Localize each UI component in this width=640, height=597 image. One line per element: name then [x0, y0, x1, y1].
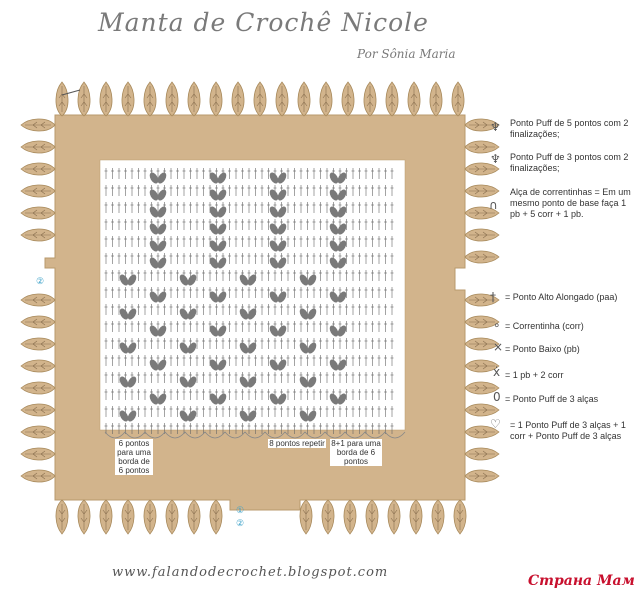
diagram-subtitle: Por Sônia Maria [357, 47, 456, 61]
edge-leaf [254, 82, 266, 116]
edge-leaf [21, 294, 55, 306]
edge-leaf [188, 500, 200, 534]
edge-leaf [166, 82, 178, 116]
edge-leaf [21, 470, 55, 482]
edge-leaf [300, 500, 312, 534]
paa-icon: † [490, 290, 496, 304]
corr-icon: ∘ [493, 318, 501, 332]
puff-3-loops-icon: 0 [493, 390, 501, 404]
edge-leaf [322, 500, 334, 534]
legend-paa: = Ponto Alto Alongado (paa) [505, 292, 618, 302]
edge-leaf [386, 82, 398, 116]
repeat-label-right: 8+1 para uma borda de 6 pontos [331, 439, 381, 466]
edge-leaf [21, 382, 55, 394]
edge-leaf [298, 82, 310, 116]
repeat-label-left: 6 pontos para uma borda de 6 pontos [115, 439, 153, 475]
legend-pb: = Ponto Baixo (pb) [505, 344, 580, 354]
edge-leaf [144, 82, 156, 116]
edge-leaf [276, 82, 288, 116]
edge-leaf [465, 229, 499, 241]
edge-leaf [465, 470, 499, 482]
edge-leaf [188, 82, 200, 116]
edge-leaf [21, 141, 55, 153]
edge-leaf [21, 404, 55, 416]
round-marker-side: ② [36, 276, 45, 286]
edge-leaf [122, 500, 134, 534]
edge-leaf [21, 338, 55, 350]
edge-leaf [452, 82, 464, 116]
edge-leaf [210, 500, 222, 534]
edge-leaf [210, 82, 222, 116]
edge-leaf [166, 500, 178, 534]
edge-leaf [465, 185, 499, 197]
edge-leaf [21, 360, 55, 372]
edge-leaf [122, 82, 134, 116]
puff-3-icon: ♆ [490, 152, 501, 166]
edge-leaf [21, 316, 55, 328]
edge-leaf [465, 251, 499, 263]
pb-icon: × [493, 340, 504, 354]
edge-leaf [78, 82, 90, 116]
edge-leaf [320, 82, 332, 116]
website-url: www.falandodecrochet.blogspot.com [112, 565, 389, 580]
watermark: Страна Мам [528, 573, 635, 589]
edge-leaf [21, 229, 55, 241]
edge-leaf [465, 448, 499, 460]
edge-leaf [21, 185, 55, 197]
edge-leaf [21, 163, 55, 175]
edge-leaf [430, 82, 442, 116]
edge-leaf [21, 207, 55, 219]
edge-leaf [232, 82, 244, 116]
edge-leaf [21, 448, 55, 460]
edge-leaf [432, 500, 444, 534]
edge-leaf [366, 500, 378, 534]
edge-leaf [144, 500, 156, 534]
legend-puff-pair: = 1 Ponto Puff de 3 alças + 1 corr + Ponto Puff de 3 alças [510, 420, 626, 441]
round-marker-2: ② [236, 518, 245, 528]
legend-puff-3: Ponto Puff de 3 pontos com 2 finalizações; [510, 152, 629, 173]
edge-leaf [454, 500, 466, 534]
legend-puff-3-loops: = Ponto Puff de 3 alças [505, 394, 599, 404]
diagram-title: Manta de Crochê Nicole [98, 8, 429, 37]
edge-leaf [465, 404, 499, 416]
edge-leaf [21, 119, 55, 131]
edge-leaf [100, 82, 112, 116]
edge-leaf [364, 82, 376, 116]
edge-leaf [56, 500, 68, 534]
edge-leaf [21, 426, 55, 438]
edge-leaf [78, 500, 90, 534]
edge-leaf [408, 82, 420, 116]
edge-leaf [388, 500, 400, 534]
legend-pb-corr: = 1 pb + 2 corr [505, 370, 564, 380]
pb-corr-icon: ẋ [493, 365, 501, 379]
edge-leaf [56, 82, 68, 116]
puff-pair-icon: ♡ [490, 417, 501, 431]
legend-puff-5: Ponto Puff de 5 pontos com 2 finalizações; [510, 118, 629, 139]
edge-leaf [342, 82, 354, 116]
repeat-label-middle: 8 pontos repetir [269, 439, 325, 448]
legend-chain-loop: Alça de correntinhas = Em um mesmo ponto de base faça 1 pb + 5 corr + 1 pb. [510, 187, 631, 219]
legend-corr: = Correntinha (corr) [505, 321, 584, 331]
edge-leaf [410, 500, 422, 534]
edge-leaf [100, 500, 112, 534]
edge-leaf [344, 500, 356, 534]
round-marker-1: ① [236, 505, 245, 515]
chain-loop-icon: ∩ [489, 198, 498, 212]
puff-5-icon: ♆ [490, 120, 501, 134]
